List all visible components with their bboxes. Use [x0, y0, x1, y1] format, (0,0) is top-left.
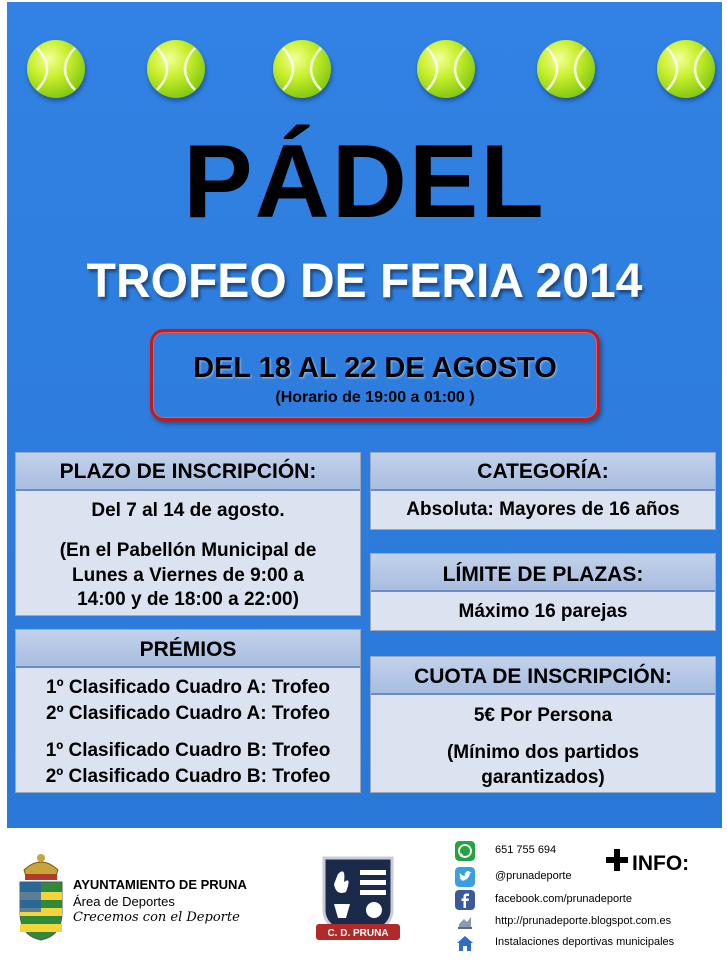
sports-area-label: Área de Deportes — [73, 894, 175, 909]
facilities-label: Instalaciones deportivas municipales — [495, 936, 675, 948]
inscription-heading: PLAZO DE INSCRIPCIÓN: — [16, 453, 360, 491]
category-value: Absoluta: Mayores de 16 años — [406, 499, 680, 520]
fee-panel — [370, 656, 716, 793]
fee-heading: CUOTA DE INSCRIPCIÓN: — [371, 657, 715, 695]
tennis-ball-row — [7, 40, 722, 102]
plus-icon — [604, 847, 630, 873]
inscription-location-line3: 14:00 y de 18:00 a 22:00) — [77, 589, 299, 610]
tennis-ball-icon — [147, 40, 205, 98]
fee-note-line2: garantizados) — [481, 767, 605, 788]
blogger-icon — [455, 912, 475, 932]
inscription-dates: Del 7 al 14 de agosto. — [91, 500, 285, 521]
poster-title: PÁDEL — [183, 124, 546, 240]
poster-background — [7, 2, 722, 828]
prize-item: 2º Clasificado Cuadro A: Trofeo — [46, 703, 330, 724]
twitter-icon — [455, 867, 475, 887]
tennis-ball-icon — [537, 40, 595, 98]
places-limit-heading: LÍMITE DE PLAZAS: — [371, 554, 715, 592]
blog-url: http://prunadeporte.blogspot.com.es — [495, 915, 672, 927]
facebook-url: facebook.com/prunadeporte — [495, 893, 632, 905]
tennis-ball-icon — [417, 40, 475, 98]
twitter-handle: @prunadeporte — [495, 870, 572, 882]
inscription-panel — [15, 452, 361, 616]
fee-note-line1: (Mínimo dos partidos — [446, 742, 640, 763]
date-box — [150, 329, 600, 421]
whatsapp-icon — [455, 841, 475, 861]
info-label: INFO: — [632, 852, 690, 875]
town-hall-name: AYUNTAMIENTO DE PRUNA — [73, 877, 247, 892]
poster-subtitle: TROFEO DE FERIA 2014 — [86, 255, 643, 308]
tennis-ball-icon — [657, 40, 715, 98]
town-coat-of-arms-icon — [14, 850, 68, 942]
fee-value: 5€ Por Persona — [473, 705, 613, 726]
schedule-hours: (Horario de 19:00 a 01:00 ) — [275, 389, 475, 406]
prizes-panel — [15, 629, 361, 793]
town-motto: Crecemos con el Deporte — [73, 910, 240, 925]
tennis-ball-icon — [273, 40, 331, 98]
inscription-location-line1: (En el Pabellón Municipal de — [59, 540, 317, 561]
footer — [0, 828, 727, 962]
date-range: DEL 18 AL 22 DE AGOSTO — [193, 352, 557, 384]
club-logo-text: C. D. PRUNA — [327, 928, 389, 939]
inscription-location-line2: Lunes a Viernes de 9:00 a — [72, 565, 304, 586]
prize-item: 1º Clasificado Cuadro B: Trofeo — [45, 740, 331, 761]
facebook-icon — [455, 890, 475, 910]
category-panel — [370, 452, 716, 530]
whatsapp-number: 651 755 694 — [495, 844, 557, 856]
prize-item: 1º Clasificado Cuadro A: Trofeo — [46, 677, 330, 698]
club-shield-logo — [316, 852, 400, 944]
category-heading: CATEGORÍA: — [371, 453, 715, 491]
places-limit-value: Máximo 16 parejas — [458, 601, 628, 622]
tennis-ball-icon — [27, 40, 85, 98]
prize-item: 2º Clasificado Cuadro B: Trofeo — [45, 766, 331, 787]
prizes-heading: PRÉMIOS — [16, 630, 360, 668]
home-icon — [455, 933, 475, 953]
places-limit-panel — [370, 553, 716, 631]
